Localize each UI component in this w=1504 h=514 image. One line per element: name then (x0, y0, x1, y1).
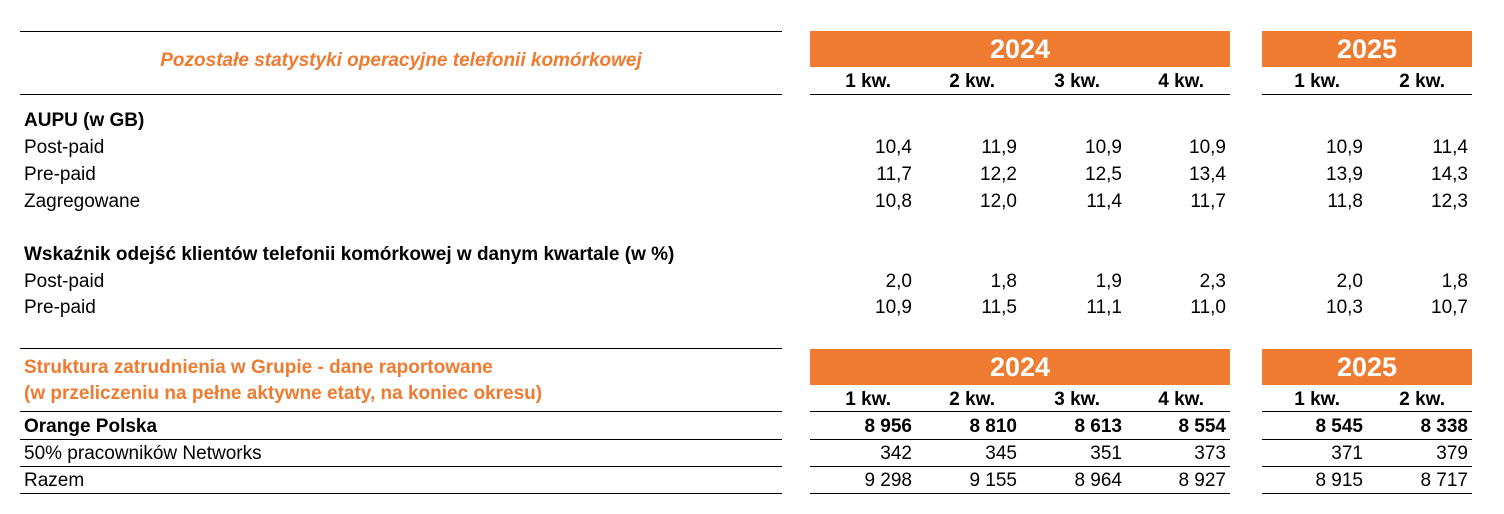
row-label: Post-paid (24, 137, 105, 158)
cell-value: 11,7 (1190, 191, 1226, 212)
quarter-header: 4 kw. (1158, 389, 1204, 410)
churn-heading: Wskaźnik odejść klientów telefonii komórkowej w danym kwartale (w %) (24, 244, 675, 265)
cell-value: 10,8 (875, 191, 912, 212)
quarter-header: 3 kw. (1054, 71, 1100, 92)
top-rule (20, 31, 782, 32)
cell-value: 10,9 (1085, 137, 1122, 158)
cell-value: 8 545 (1315, 416, 1363, 437)
cell-value: 373 (1194, 443, 1226, 464)
section2-header-rule-2024 (810, 411, 1230, 412)
section2-top-rule (20, 348, 782, 349)
cell-value: 11,4 (1432, 137, 1468, 158)
quarter-header: 2 kw. (1399, 71, 1445, 92)
cell-value: 10,9 (875, 297, 912, 318)
header-rule-left (20, 94, 782, 95)
quarter-header: 3 kw. (1054, 389, 1100, 410)
cell-value: 8 915 (1315, 470, 1363, 491)
cell-value: 1,8 (1441, 271, 1468, 292)
cell-value: 8 338 (1420, 416, 1468, 437)
cell-value: 11,5 (981, 297, 1017, 318)
row-label: Orange Polska (24, 416, 158, 437)
cell-value: 10,7 (1431, 297, 1468, 318)
bottom-rule-2025 (1262, 493, 1472, 494)
quarter-header: 2 kw. (949, 71, 995, 92)
cell-value: 11,0 (1190, 297, 1226, 318)
cell-value: 12,0 (980, 191, 1017, 212)
quarter-header: 1 kw. (1294, 389, 1340, 410)
quarter-header: 2 kw. (1399, 389, 1445, 410)
row-label: Razem (24, 470, 85, 491)
row-label: 50% pracowników Networks (24, 443, 262, 464)
quarter-header: 1 kw. (845, 71, 891, 92)
row-rule (20, 439, 782, 440)
year-2024-header: 2024 (810, 31, 1230, 67)
cell-value: 2,0 (885, 271, 912, 292)
cell-value: 10,3 (1326, 297, 1363, 318)
cell-value: 10,9 (1326, 137, 1363, 158)
cell-value: 9 298 (864, 470, 912, 491)
section2-header-rule-2025 (1262, 411, 1472, 412)
cell-value: 11,1 (1086, 297, 1122, 318)
cell-value: 342 (880, 443, 912, 464)
cell-value: 371 (1331, 443, 1363, 464)
section2-title-line1: Struktura zatrudnienia w Grupie - dane raportowane (24, 357, 493, 378)
year-2025-header: 2025 (1262, 31, 1472, 67)
cell-value: 8 956 (864, 416, 912, 437)
cell-value: 8 927 (1178, 470, 1226, 491)
cell-value: 10,9 (1189, 137, 1226, 158)
aupu-heading: AUPU (w GB) (24, 110, 145, 131)
cell-value: 12,5 (1085, 164, 1122, 185)
section1-title: Pozostałe statystyki operacyjne telefonii komórkowej (160, 50, 642, 71)
cell-value: 11,4 (1086, 191, 1122, 212)
cell-value: 8 613 (1074, 416, 1122, 437)
section2-header-rule-left (20, 411, 782, 412)
row-label: Pre-paid (24, 164, 96, 185)
quarter-header: 1 kw. (1294, 71, 1340, 92)
cell-value: 379 (1436, 443, 1468, 464)
row-rule (1262, 439, 1472, 440)
cell-value: 2,3 (1199, 271, 1226, 292)
cell-value: 12,2 (980, 164, 1017, 185)
cell-value: 2,0 (1336, 271, 1363, 292)
row-label: Pre-paid (24, 297, 96, 318)
cell-value: 13,4 (1189, 164, 1226, 185)
cell-value: 14,3 (1431, 164, 1468, 185)
cell-value: 13,9 (1326, 164, 1363, 185)
row-rule (20, 466, 782, 467)
cell-value: 8 554 (1178, 416, 1226, 437)
bottom-rule-left (20, 493, 782, 494)
cell-value: 11,8 (1327, 191, 1363, 212)
cell-value: 345 (985, 443, 1017, 464)
year-2025-header: 2025 (1262, 349, 1472, 385)
quarter-header: 4 kw. (1158, 71, 1204, 92)
cell-value: 9 155 (969, 470, 1017, 491)
header-rule-2025 (1262, 94, 1472, 95)
cell-value: 8 964 (1074, 470, 1122, 491)
cell-value: 1,8 (990, 271, 1017, 292)
row-rule (1262, 466, 1472, 467)
row-rule (810, 466, 1230, 467)
cell-value: 12,3 (1431, 191, 1468, 212)
year-2024-header: 2024 (810, 349, 1230, 385)
row-label: Zagregowane (24, 191, 141, 212)
cell-value: 11,7 (876, 164, 912, 185)
bottom-rule-2024 (810, 493, 1230, 494)
cell-value: 351 (1090, 443, 1122, 464)
section2-title-line2: (w przeliczeniu na pełne aktywne etaty, na koniec okresu) (24, 383, 543, 404)
cell-value: 8 810 (969, 416, 1017, 437)
cell-value: 10,4 (875, 137, 912, 158)
quarter-header: 1 kw. (845, 389, 891, 410)
header-rule-2024 (810, 94, 1230, 95)
cell-value: 8 717 (1420, 470, 1468, 491)
cell-value: 11,9 (981, 137, 1017, 158)
row-rule (810, 439, 1230, 440)
row-label: Post-paid (24, 271, 105, 292)
quarter-header: 2 kw. (949, 389, 995, 410)
cell-value: 1,9 (1095, 271, 1122, 292)
